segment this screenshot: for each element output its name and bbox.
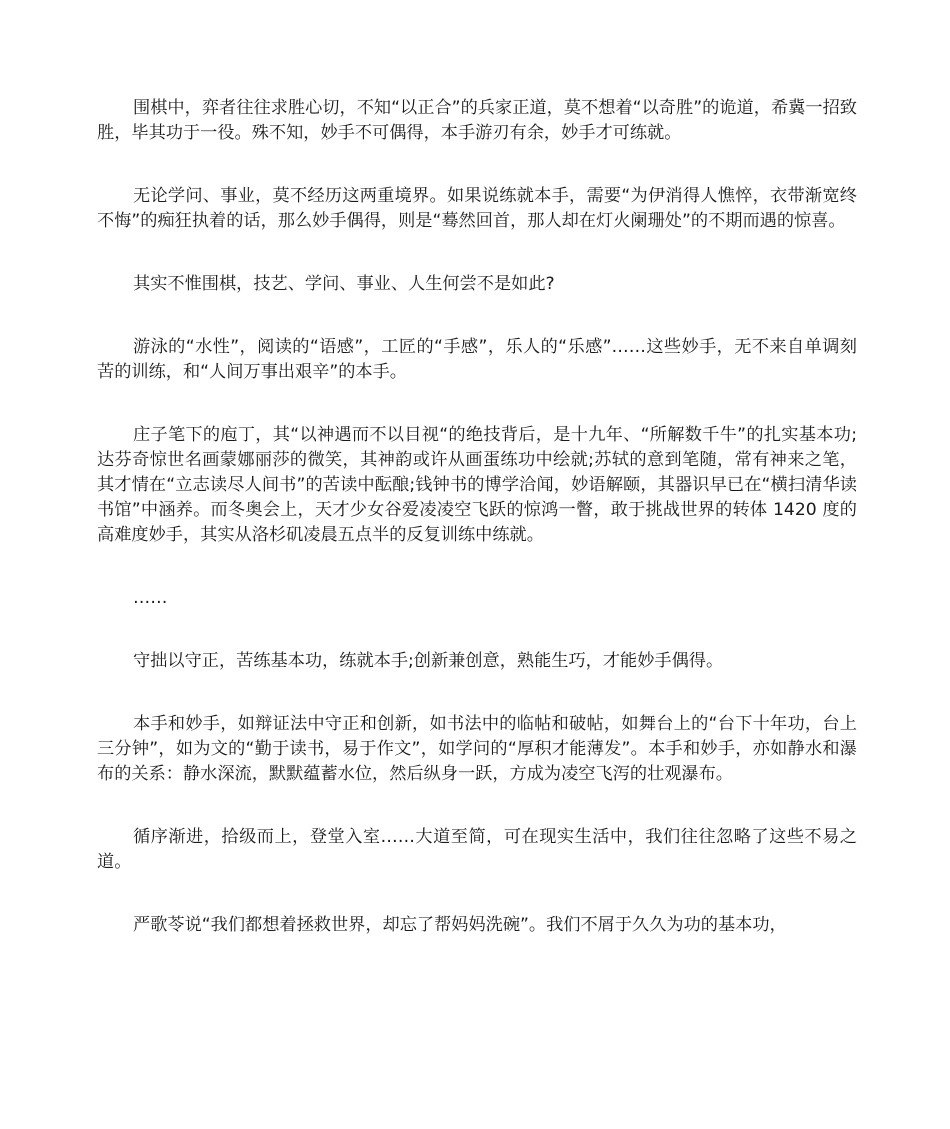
- paragraph-8: 本手和妙手，如辩证法中守正和创新，如书法中的临帖和破帖，如舞台上的“台下十年功，台上三分钟”，如为文的“勤于读书，易于作文”，如学问的“厚积才能薄发”。本手和妙手，亦如静水和瀑布的关系：静水深流，默默蕴蓄水位，然后纵身一跃，方成为凌空飞泻的壮观瀑布。: [97, 714, 857, 784]
- paragraph-7: 守拙以守正，苦练基本功，练就本手;创新兼创意，熟能生巧，才能妙手偶得。: [133, 651, 724, 671]
- paragraph-3: 其实不惟围棋，技艺、学问、事业、人生何尝不是如此?: [133, 274, 555, 294]
- paragraph-4: 游泳的“水性”，阅读的“语感”，工匠的“手感”，乐人的“乐感”……这些妙手，无不来自单调刻苦的训练，和“人间万事出艰辛”的本手。: [97, 337, 857, 382]
- paragraph-ellipsis: ……: [133, 588, 168, 608]
- paragraph-1: 围棋中，弈者往往求胜心切，不知“以正合”的兵家正道，莫不想着“以奇胜”的诡道，希冀一招致胜，毕其功于一役。殊不知，妙手不可偶得，本手游刃有余，妙手才可练就。: [97, 98, 857, 143]
- paragraph-5: 庄子笔下的庖丁，其“以神遇而不以目视“的绝技背后，是十九年、“所解数千牛”的扎实基本功;达芬奇惊世名画蒙娜丽莎的微笑，其神韵或许从画蛋练功中绘就;苏轼的意到笔随，常有神来之笔，其才情在“立志读尽人间书”的苦读中酝酿;钱钟书的博学洽闻，妙语解颐，其器识早已在“横扫清华读书馆”中涵养。而冬奥会上，天才少女谷爱凌凌空飞跃的惊鸿一瞥，敢于挑战世界的转体 1420 度的高难度妙手，其实从洛杉矶凌晨五点半的反复训练中练就。: [97, 425, 857, 545]
- paragraph-2: 无论学问、事业，莫不经历这两重境界。如果说练就本手，需要“为伊消得人憔悴，衣带渐宽终不悔”的痴狂执着的话，那么妙手偶得，则是“蓦然回首，那人却在灯火阑珊处”的不期而遇的惊喜。: [97, 186, 857, 231]
- document-body: [97, 96, 857, 976]
- paragraph-10: 严歌苓说“我们都想着拯救世界，却忘了帮妈妈洗碗”。我们不屑于久久为功的基本功，: [133, 915, 787, 935]
- paragraph-9: 循序渐进，拾级而上，登堂入室……大道至简，可在现实生活中，我们往往忽略了这些不易之道。: [97, 827, 857, 872]
